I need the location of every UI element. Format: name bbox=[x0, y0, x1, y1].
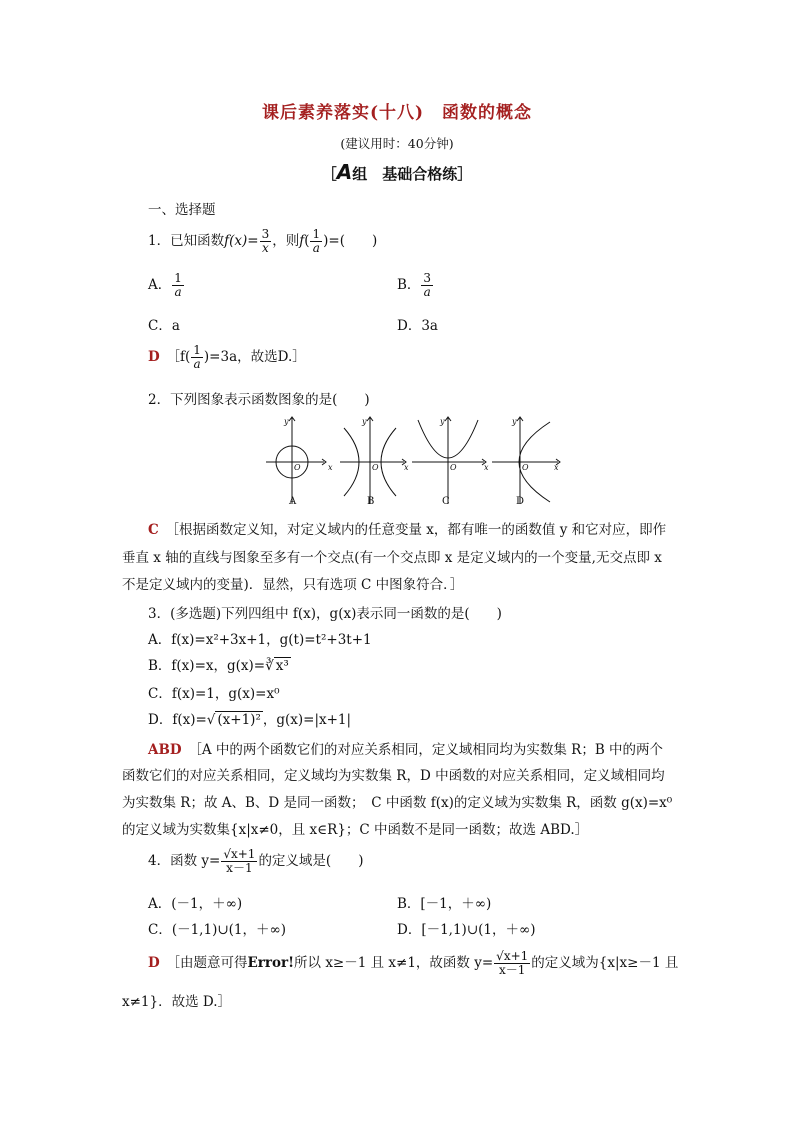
graph-b-origin: O bbox=[372, 463, 379, 472]
q4-option-b: B．[－1，＋∞) bbox=[397, 896, 492, 912]
q1-option-b: B． $\frac{3}{a}$ bbox=[397, 271, 432, 299]
graph-c-x: x bbox=[484, 463, 489, 472]
graph-d-origin: O bbox=[522, 463, 529, 472]
q4-option-d: D．[－1,1)∪(1，＋∞) bbox=[397, 922, 536, 938]
q3-option-d: D．f(x)=√ (x+1)² ，g(x)=|x+1| bbox=[148, 712, 352, 728]
q4-option-c: C．(－1,1)∪(1，＋∞) bbox=[148, 922, 287, 938]
q3-option-c: C．f(x)=1，g(x)=x⁰ bbox=[148, 686, 280, 702]
q2-answer-line-1: C ［根据函数定义知，对定义域内的任意变量 x，都有唯一的函数值 y 和它对应，即作 bbox=[148, 522, 667, 538]
graph-b bbox=[340, 417, 406, 504]
graph-c-y: y bbox=[440, 417, 445, 426]
page-title: 课后素养落实(十八) 函数的概念 bbox=[261, 103, 533, 123]
graph-d bbox=[492, 417, 560, 504]
graph-d-y: y bbox=[512, 417, 517, 426]
graph-label-b: B bbox=[367, 496, 375, 507]
group-text: 组 基础合格练 bbox=[352, 165, 458, 183]
group-letter: A bbox=[336, 160, 353, 184]
q3-answer-line-4: 的定义域为实数集{x|x≠0，且 x∈R}；C 中函数不是同一函数；故选 ABD.］ bbox=[122, 822, 589, 838]
q2-stem: 2．下列图象表示函数图象的是( ) bbox=[148, 392, 370, 408]
q1-stem: 1．已知函数f(x)= $\frac{3}{x}$ ，则f( $\frac{1}{a}$ )=( ) bbox=[148, 227, 378, 255]
q1-fraction: $\frac{3}{x}$ bbox=[261, 227, 270, 255]
graph-a-origin: O bbox=[294, 463, 301, 472]
graph-c-origin: O bbox=[450, 463, 457, 472]
q3-answer-line-1: ABD ［A 中的两个函数它们的对应关系相同，定义域相同均为实数集 R；B 中的两个 bbox=[148, 742, 664, 758]
q4-option-a: A．(－1，＋∞) bbox=[148, 896, 243, 912]
graph-d-x: x bbox=[554, 463, 559, 472]
bracket-left: ［ bbox=[321, 165, 337, 183]
q3-answer-line-3: 为实数集 R；故 A、B、D 是同一函数； C 中函数 f(x)的定义域为实数集 R，函数 g(x)=x⁰ bbox=[122, 795, 673, 811]
q1-option-d: D．3a bbox=[397, 318, 438, 334]
q2-answer-line-2: 垂直 x 轴的直线与图象至多有一个交点(有一个交点即 x 是定义域内的一个变量,无交点即 x bbox=[122, 550, 662, 566]
q1-answer: D ［f( $\frac{1}{a}$ )=3a，故选D.］ bbox=[148, 343, 306, 371]
q1-option-a: A． $\frac{1}{a}$ bbox=[148, 271, 182, 299]
graph-a-x: x bbox=[328, 463, 333, 472]
q3-answer-line-2: 函数它们的对应关系相同，定义域均为实数集 R，D 中函数的对应关系相同，定义域相同均 bbox=[122, 768, 665, 784]
suggested-time: (建议用时：40分钟) bbox=[340, 136, 454, 151]
q4-answer-line-1: D ［由题意可得Error!所以 x≥－1 且 x≠1，故函数 y= $\frac{√x+1}{x-1}$ 的定义域为{x|x≥－1 且 bbox=[148, 949, 679, 977]
graph-a-y: y bbox=[284, 417, 289, 426]
q1-option-c: C．a bbox=[148, 318, 180, 334]
graph-c bbox=[412, 417, 486, 504]
q3-option-b: B．f(x)=x，g(x)=∛ x³ bbox=[148, 658, 289, 674]
q3-option-a: A．f(x)=x²+3x+1，g(t)=t²+3t+1 bbox=[148, 632, 372, 648]
graph-label-c: C bbox=[442, 496, 450, 507]
section-heading: 一、选择题 bbox=[148, 202, 216, 218]
group-heading bbox=[0, 160, 794, 184]
graph-b-x: x bbox=[404, 463, 409, 472]
graph-a bbox=[266, 417, 326, 504]
graph-label-a: A bbox=[289, 496, 297, 507]
bracket-right: ］ bbox=[457, 165, 473, 183]
q3-stem: 3．(多选题)下列四组中 f(x)，g(x)表示同一函数的是( ) bbox=[148, 606, 502, 622]
q1-answer-letter: D bbox=[148, 349, 160, 365]
q1-arg-fraction: $\frac{1}{a}$ bbox=[312, 227, 321, 255]
graph-label-d: D bbox=[516, 496, 525, 507]
graph-b-y: y bbox=[362, 417, 367, 426]
q4-answer-line-2: x≠1}．故选 D.］ bbox=[122, 994, 232, 1010]
q2-answer-line-3: 不是定义域内的变量)．显然，只有选项 C 中图象符合．］ bbox=[122, 577, 464, 593]
q4-stem: 4．函数 y= $\frac{√x+1}{x-1}$ 的定义域是( ) bbox=[148, 847, 364, 875]
